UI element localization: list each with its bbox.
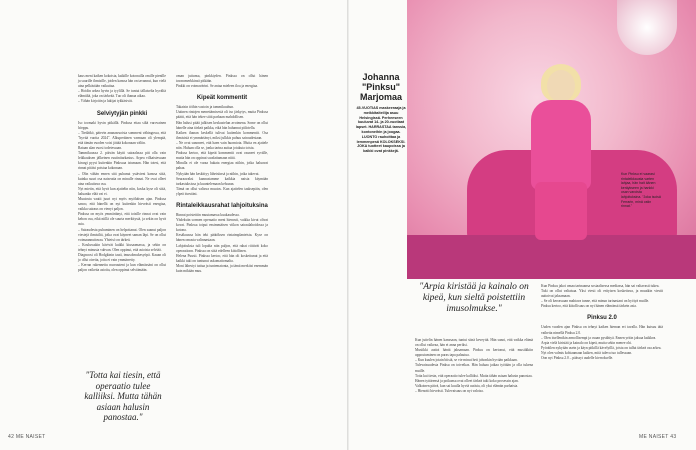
body-paragraph: Kun Pinksu jakoi omaa tarinaansa sosiaalisessa mediassa, hän sai valtavasti tukea. bbox=[541, 284, 660, 288]
section-heading: Pinksu 2.0 bbox=[587, 315, 617, 322]
body-paragraph: Hänen tyttärensä ja poikansa ovat olleet tärkeä tuki koko prosessin ajan. bbox=[415, 378, 519, 383]
body-paragraph: Kesäkuussa hän teki päätöksen rintaimplanteista. Kyse on hänen omasta valinnastaan. bbox=[176, 233, 268, 243]
body-paragraph: – Sairaudesta puhuminen on helpottanut. Olen saanut paljon viestejä ihmisiltä, jotka ovat käyneet saman läpi. Se on ollut voimaannuttavaa. Yhteisö on tärkeä. bbox=[78, 227, 166, 242]
right-page bbox=[349, 0, 696, 450]
section-heading: Kipeät kommentit bbox=[196, 95, 248, 102]
body-paragraph: Totta kai tiesin, että operaatio tulee kalliiksi. Mutta tähän asiaan halusin panostaa. bbox=[415, 373, 533, 378]
pull-quote: "Totta kai tiesin, että operaatio tulee kalliiksi. Mutta tähän asiaan halusin panostaa." bbox=[84, 370, 162, 422]
page-number-right: ME NAISET 43 bbox=[639, 434, 677, 440]
photo-caption: Kun Pinksu ei vaarasi rintaleikkausta varten lahjaa, hän hait äänen keräykseen ja hankki osan varoista lahjoituksina. "Joka isoisä Ferrarin, minä ostin rinnat." bbox=[621, 172, 661, 209]
body-paragraph: Tämä on ollut valtava muutos. Kun ajattelen taaksepäin, olen ylpeä itsestäni. bbox=[176, 186, 268, 196]
body-paragraph: Pinkki on voimavärini. Se antaa mieleen iloa ja energiaa. bbox=[176, 84, 258, 89]
body-paragraph: Arpia vielä kiristää ja kainalo on kipeä, mutta sekin menee ohi. bbox=[541, 340, 632, 345]
body-paragraph: Minulla ei ole varaa hukata energiaa niihin, jotka haluavat pahaa. bbox=[176, 161, 268, 171]
body-paragraph: Tammikuussa 2. päivän käytti sairaalassa piti olla vain leikkauksen jälkeinen ruutinitarkastus. Arpea vilkaistessaan kirurgi pyysi kuitenkin Pinkssaa istumaan. Hän totesi, että rinnat pitäisi poistaa kokonaan. bbox=[78, 151, 166, 171]
body-paragraph: Nyt mietin, että hyvä kun ajattelin niin, koska kyse oli siitä, haluanko elää vai ei. bbox=[78, 186, 166, 196]
body-paragraph: Oon nyt Pinksu 2.0 – päässyt uudelle kierrokselle. bbox=[541, 356, 614, 361]
portrait-photo bbox=[407, 0, 696, 279]
face-shape bbox=[547, 70, 575, 102]
body-paragraph: oman juttunsa, pinkkiyden. Pinkssa on ollut hänen tavaramerkkinsä pitkään. bbox=[176, 74, 268, 84]
person-figure bbox=[525, 70, 595, 240]
body-paragraph: Pinksu kertoo, että kiitollisuus on nyt hänen elämänsä tärkein asia. bbox=[541, 304, 637, 309]
body-paragraph: – Ne ovat sanoneet, että haen vain huomiota. Mutta en ajattele niin. Haluan olla se, jonka tarina auttaa jotakuta toista. bbox=[176, 140, 268, 151]
body-paragraph: – Olin vähän ennen sitä puhunut ystävieni kanssa siitä, kuinka suuri osa naiseutta on minulle rinnat. Ne ovat olleet aina vaikuttava osa. bbox=[78, 171, 166, 186]
body-paragraph: Pinkssa kertoo, että kipeät kommentit ovat osuneet syvälle, mutta hän on oppinut suodattamaan niitä. bbox=[176, 151, 268, 161]
body-paragraph: Pyöräilen nykyään usein ja käyn pitkillä kävelyillä, joista on tullut tärkeä osa arkea. bbox=[541, 345, 662, 350]
body-paragraph: Iso toomaki hyvin pitkällä. Pinkssa ettaa siltä varovainen hörppu. bbox=[78, 120, 166, 130]
section-heading: Selviytyjän pinkki bbox=[96, 110, 148, 117]
section-heading: Rintaleikkausrahat lahjoituksina bbox=[176, 202, 268, 209]
body-paragraph: Hän halusi pitää julkisen keskustelun avoimena. Some on ollut hänelle aina tärkeä paikka, eikä hän halunnut piilotella. bbox=[176, 120, 268, 130]
legs-shape bbox=[535, 182, 587, 240]
body-paragraph: Yhdeksän sormen operaatio meni hienosti, vaikka kivut olivat kovat. Pinkssa toipui ensimmäisen viikon sairaalahoidossa ja kotona. bbox=[176, 218, 268, 233]
body-paragraph: Takaisin töihin vastoin ja tammikuuhun. bbox=[176, 105, 234, 110]
intro-paragraph-1: kaus meni kaiken kokoista, kaikille kotonailla omille pienille ja suurille ihmisille, joiden kanssa hän on tavannut, kun vielä aina pelkästään vaikuttaa. bbox=[78, 74, 166, 89]
pull-quote: "Arpia kiristää ja kainalo on kipeä, kun sieltä poistettiin imusolmukse." bbox=[419, 282, 529, 314]
body-paragraph: Muutosta vaatii juuri nyt myös myöhäisen ajan. Pinkssa sanoo, että hänellä on nyt kuitenkin hirveästi energiaa, vaikka sairaus on vienyt paljon. bbox=[78, 196, 166, 212]
body-paragraph: – Hienotti hirveästi. Tulevaisuus on nyt valoisa. bbox=[415, 388, 484, 393]
body-paragraph: – Olen itsellenikin armollisempi ja osaan pysähtyä. Ennen yritin jaksaa kaikkea. bbox=[541, 335, 657, 340]
intro-paragraph-2: – Hoidin arkea hyvin ja tyylillä. Se tuntui tällaiselta hyvältä elämältä, joka on tärkeää. Tuo oli ihanaa aikaa. bbox=[78, 89, 166, 99]
body-paragraph: Uutinen rintojen menettämisestä oli iso järkytys, mutta Pinkssa päätti, että hän tekee siitä parhaan mahdollisen. bbox=[176, 110, 268, 120]
body-paragraph: Nykyään hän keskittyy läheisiinsä ja niihin, jotka tukevat. bbox=[176, 171, 260, 176]
body-paragraph: Valkoinen päivä, kun sai kuulla hyviä uutisia, oli yksi elämän parhaista. bbox=[415, 383, 519, 388]
body-paragraph: – Tiedätkö, pätevin ananasruoista sommeni vähingossa, että "hyvää vuotta 2024". Alkuperäinen varmaan oli ylempiä, että tämän vuoden voisi jättää kokonaan väliin. bbox=[78, 130, 166, 145]
body-paragraph: Uuden vuoden ajan Pinksu on tehnyt kaiken hieman eri tavalla. Hän kutsuu tätä vaihetta nimellä Pinksu 2.0. bbox=[541, 325, 663, 335]
left-page bbox=[0, 0, 347, 450]
right-column-2 bbox=[541, 284, 663, 361]
body-paragraph: Kun juttelin hänen kanssaan, tuntui siinä keveyttä. Hän sanoi, että vaikka elämä on ollut vaikeaa, hän ei anna periksi. bbox=[415, 338, 533, 348]
body-paragraph: Pinkssa on myös ymmärtänyt, että toisille rinnat ovat vain kehon osa, eikä niillä ole suurta merkitystä, ja sekin on hyvä asia. bbox=[78, 212, 166, 227]
left-column-2 bbox=[176, 74, 268, 274]
body-paragraph: Rinnat poistettiin muutamassa kuukaudessa. bbox=[176, 212, 240, 217]
body-paragraph: Tulevaisuudesta Pinksu on toiveikas. Hän haluaa jatkaa työtään ja olla tukena muille. bbox=[415, 363, 533, 373]
chandelier-shape bbox=[617, 0, 677, 55]
left-column-1 bbox=[78, 74, 166, 273]
body-paragraph: Lahjoituksia tuli lopulta niin paljon, että rahat riittivät koko operaatioon. Pinkssa on siitä edelleen kiitollinen. bbox=[176, 243, 268, 253]
outfit-shape bbox=[531, 100, 591, 190]
body-paragraph: Nyt olen valmis kohtaamaan kaiken, mitä tuleva tuo tullessaan. bbox=[541, 350, 633, 355]
body-paragraph: – Koulussakin kävivät kaikki kiusaamassa, ja sekin on tehnyt minusta vahvan. Olen oppinut, että asioista selviää. bbox=[78, 242, 166, 252]
intro-paragraph-3: – Vähän kirjoitin ja lukijat tykkäsivät. bbox=[78, 99, 133, 104]
body-paragraph: Tuki on ollut valtaisaa. Yksi viesti oli erityisen koskettava, ja muutkin viestit auttoivat jaksamaan. bbox=[541, 289, 663, 299]
body-paragraph: Seuraavaksi kannustamme kaikkia naisia käymään tarkastuksissa ja kuuntelemaan kehoaan. bbox=[176, 176, 268, 186]
body-paragraph: – Kun kuulen jotain biisiä, se vie minut heti johonkin hyvään paikkaan. bbox=[415, 358, 518, 363]
name-line-2: "Pinksu" bbox=[361, 82, 401, 92]
page-number-left: 42 ME NAISET bbox=[8, 434, 46, 440]
body-paragraph: Diagnoosi oli Hodgkinin tauti, imusolmukesyöpä. Kauan oli jo ollut oireita, joita ei vain ymmärretty. bbox=[78, 253, 166, 263]
profile-bio: 45-VUOTIAS maskeeraaja ja meikkitaiteilija asuu Helsingissä. Perheeseen kuuluvat 14- ja 20-vuotiaat lapset. HARRASTAA tanssia, kontoneihin ja joogaa. LUONTO rauhoittaa ja lemmenpesä KOLOKSEKSI. JOKA tuotteet kaupoissa ja kaikki ovat pinkkejä. bbox=[355, 106, 407, 154]
body-paragraph: – Kerran rakennettu nuoruuteni ja kun elämässäni on ollut paljon vaikeita asioita, olen oppinut selviämään. bbox=[78, 263, 166, 273]
body-paragraph: Kaiken ihanan keskellä tulivat kuitenkin kommentit. Osa ihmisistä ei ymmärtänyt, miksi julkkis puhuu sairaudestaan. bbox=[176, 130, 268, 140]
body-paragraph: – Se oli kerrassaan mahtava tunne, että minun tarinastani on hyötyä muille. bbox=[541, 299, 650, 304]
body-paragraph: Musiikki auttoi häntä jaksamaan. Pinksu on kertonut, että musiikkiin uppoutuminen on paras tapa palautua. bbox=[415, 348, 533, 358]
body-paragraph: Moni lähestyi tuttua ja tuntematonta, ja tämä merkitsi enemmän kuin mikään muu. bbox=[176, 263, 268, 273]
rug-shape bbox=[407, 235, 696, 279]
name-line-3: Marjomaa bbox=[359, 92, 403, 102]
body-paragraph: Rataan alan vuosi todetessaan. bbox=[78, 146, 122, 151]
right-column-1 bbox=[415, 338, 533, 394]
body-paragraph: Helena Puusti. Pinkssa kertoo, että hän oli koskettunut ja että kaikki tuki on tuntunut uskomattomalta. bbox=[176, 253, 268, 263]
profile-name bbox=[353, 72, 409, 102]
name-line-1: Johanna bbox=[362, 72, 400, 82]
